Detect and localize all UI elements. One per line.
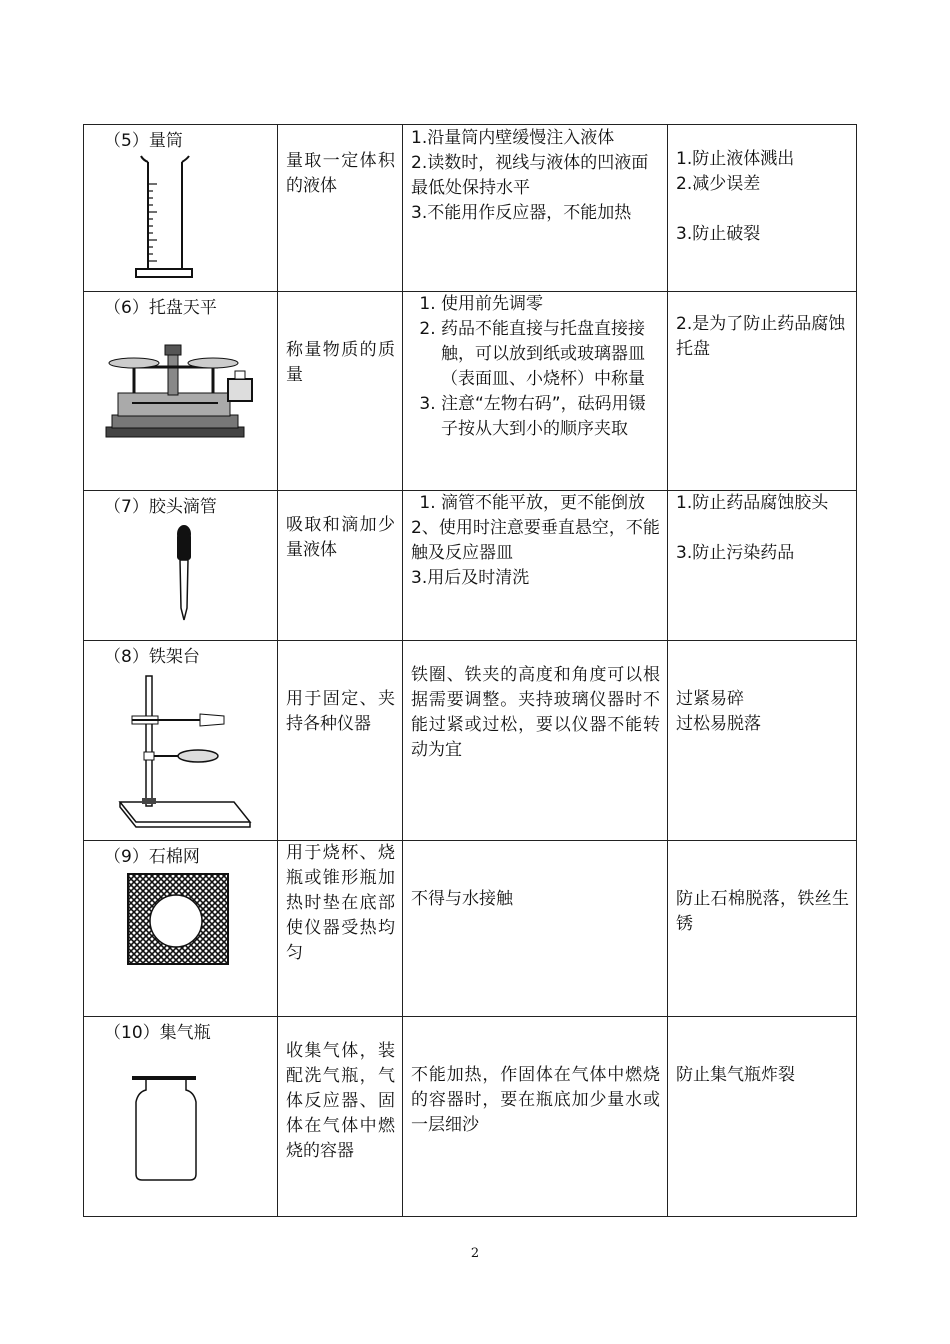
reason-item: 防止石棉脱落，铁丝生锈 [676,889,849,934]
apparatus-name: （5）量筒 [104,131,183,151]
page-number: 2 [470,1246,480,1261]
apparatus-name: （7）胶头滴管 [104,497,217,517]
use-cell [278,1017,403,1217]
tray-balance-icon [92,321,268,441]
note-item: 1. 使用前先调零 [441,292,660,317]
notes-cell [403,641,668,841]
note-item: 2.读数时，视线与液体的凹液面最低处保持水平 [411,153,649,198]
use-text: 用于烧杯、烧瓶或锥形瓶加热时垫在底部使仪器受热均匀 [286,843,395,963]
use-cell [278,841,403,1017]
note-item: 不得与水接触 [411,889,513,909]
note-item: 2、使用时注意要垂直悬空，不能触及反应器皿 [411,518,660,563]
asbestos-gauze-icon [92,870,268,970]
reason-item: 1.防止液体溅出 [676,149,795,169]
apparatus-cell [84,125,278,292]
table-row [84,491,857,641]
note-item: 1.沿量筒内壁缓慢注入液体 [411,128,615,148]
apparatus-cell [84,491,278,641]
notes-cell [403,125,668,292]
apparatus-name: （6）托盘天平 [104,298,217,318]
reason-item: 过松易脱落 [676,714,761,734]
apparatus-cell [84,292,278,491]
use-text: 称量物质的质量 [286,340,395,385]
use-cell [278,292,403,491]
notes-cell [403,841,668,1017]
apparatus-name: （8）铁架台 [104,647,200,667]
reason-item: 过紧易碎 [676,689,744,709]
apparatus-cell [84,641,278,841]
apparatus-table [83,124,857,1217]
notes-list [411,491,660,516]
note-item: 铁圈、铁夹的高度和角度可以根据需要调整。夹持玻璃仪器时不能过紧或过松，要以仪器不能转动为宜 [411,665,660,760]
reasons-cell [668,292,857,491]
table-row [84,641,857,841]
table-row [84,841,857,1017]
reasons-cell [668,841,857,1017]
reason-item: 3.防止污染药品 [676,543,795,563]
reason-item: 2.是为了防止药品腐蚀托盘 [676,314,846,359]
note-item: 1. 滴管不能平放，更不能倒放 [441,491,660,516]
reasons-cell [668,1017,857,1217]
reason-item: 防止集气瓶炸裂 [676,1065,795,1085]
use-text: 吸取和滴加少量液体 [286,515,395,560]
gas-jar-icon [92,1046,268,1186]
reason-item: 2.减少误差 [676,174,761,194]
reason-item: 3.防止破裂 [676,224,761,244]
note-item: 3.用后及时清洗 [411,568,530,588]
note-item: 3. 注意“左物右码”，砝码用镊子按从大到小的顺序夹取 [441,392,660,442]
apparatus-name: （10）集气瓶 [104,1023,211,1043]
notes-cell [403,1017,668,1217]
dropper-icon [92,520,268,630]
reason-item: 1.防止药品腐蚀胶头 [676,493,829,513]
apparatus-name: （9）石棉网 [104,847,200,867]
notes-cell [403,491,668,641]
use-cell [278,125,403,292]
apparatus-cell [84,1017,278,1217]
reasons-cell [668,125,857,292]
reasons-cell [668,641,857,841]
table-row [84,125,857,292]
notes-cell [403,292,668,491]
iron-stand-icon [92,670,268,836]
reasons-cell [668,491,857,641]
table-row [84,292,857,491]
note-item: 不能加热，作固体在气体中燃烧的容器时，要在瓶底加少量水或一层细沙 [411,1065,660,1135]
use-cell [278,491,403,641]
use-cell [278,641,403,841]
note-item: 2. 药品不能直接与托盘直接接触，可以放到纸或玻璃器皿（表面皿、小烧杯）中称量 [441,317,660,392]
note-item: 3.不能用作反应器，不能加热 [411,203,632,223]
apparatus-cell [84,841,278,1017]
table-row [84,1017,857,1217]
use-text: 收集气体，装配洗气瓶，气体反应器、固体在气体中燃烧的容器 [286,1041,395,1161]
notes-list [411,292,660,442]
graduated-cylinder-icon [92,154,268,282]
use-text: 用于固定、夹持各种仪器 [286,689,395,734]
use-text: 量取一定体积的液体 [286,151,395,196]
